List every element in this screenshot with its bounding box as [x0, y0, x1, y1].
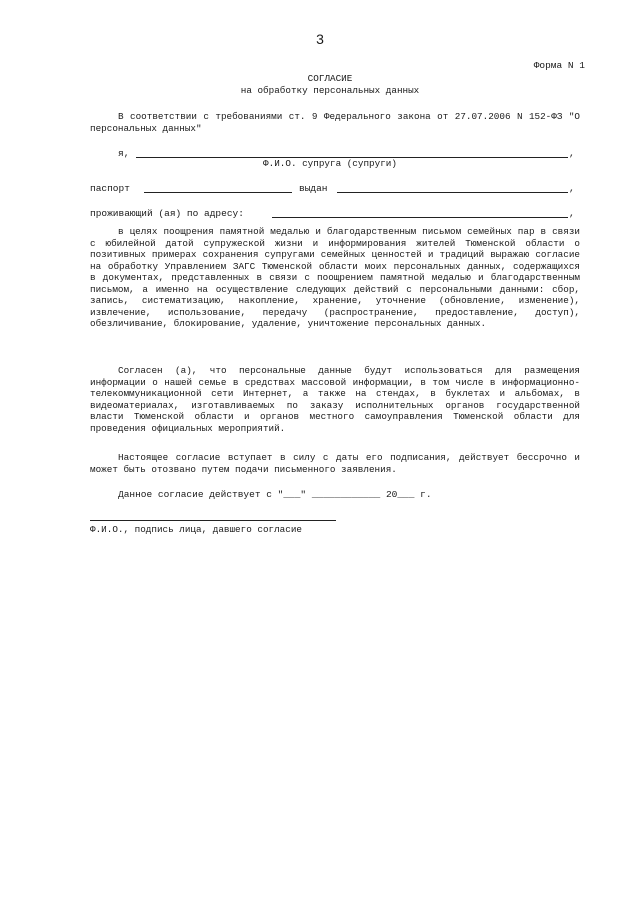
issued-comma: , — [569, 183, 575, 194]
signature-caption: Ф.И.О., подпись лица, давшего согласие — [90, 524, 303, 535]
intro-paragraph: В соответствии с требованиями ст. 9 Федерального закона от 27.07.2006 N 152-ФЗ "О персональных данных" — [90, 111, 580, 134]
page-number: 3 — [316, 31, 324, 47]
passport-field-line[interactable] — [144, 181, 292, 193]
consent-paragraph-media: Согласен (а), что персональные данные будут использоваться для размещения информации о нашей семье в средствах массовой информации, в том числе в информационно-телекоммуникационной сети Интернет, а также на стендах, в буклетах и альбомах, в видеоматериалах, изготавливаемых по заказу исполнительных органов государственной власти Тюменской области и органов местного самоуправления Тюменской области для проведения официальных мероприятий. — [90, 365, 580, 434]
title-line-2: на обработку персональных данных — [240, 85, 420, 96]
title-line-1: СОГЛАСИЕ — [307, 73, 353, 84]
signature-line[interactable] — [90, 520, 336, 521]
form-number: Форма N 1 — [533, 60, 585, 71]
name-caption: Ф.И.О. супруга (супруги) — [263, 158, 397, 169]
issued-field-line[interactable] — [337, 181, 568, 193]
consent-paragraph-purpose: в целях поощрения памятной медалью и благодарственным письмом семейных пар в связи с юбилейной датой супружеской жизни и информирования жителей Тюменской области о позитивных примерах сохранения супругами семейных ценностей и традиций выражаю согласие на обработку Управлением ЗАГС Тюменской области моих персональных данных, содержащихся в документах, представленных в связи с поощрением памятной медалью и благодарственным письмом, а именно на осуществление следующих действий с персональными данными: сбор, запись, систематизацию, накопление, хранение, уточнение (обновление, изменение), извлечение, использование, передачу (распространение, предоставление, доступ), обезличивание, блокирование, удаление, уничтожение персональных данных. — [90, 226, 580, 329]
consent-paragraph-validity: Настоящее согласие вступает в силу с даты его подписания, действует бессрочно и может быть отозвано путем подачи письменного заявления. — [90, 452, 580, 475]
issued-label: выдан — [299, 183, 328, 194]
name-field-line[interactable] — [136, 146, 568, 158]
validity-date-row: Данное согласие действует с "___" ____________ 20___ г. — [118, 489, 432, 500]
passport-label: паспорт — [90, 183, 130, 194]
i-label: я, — [118, 148, 130, 159]
address-field-line[interactable] — [272, 206, 568, 218]
address-comma: , — [569, 208, 575, 219]
address-label: проживающий (ая) по адресу: — [90, 208, 244, 219]
document-title — [0, 73, 640, 97]
name-comma: , — [569, 148, 575, 159]
